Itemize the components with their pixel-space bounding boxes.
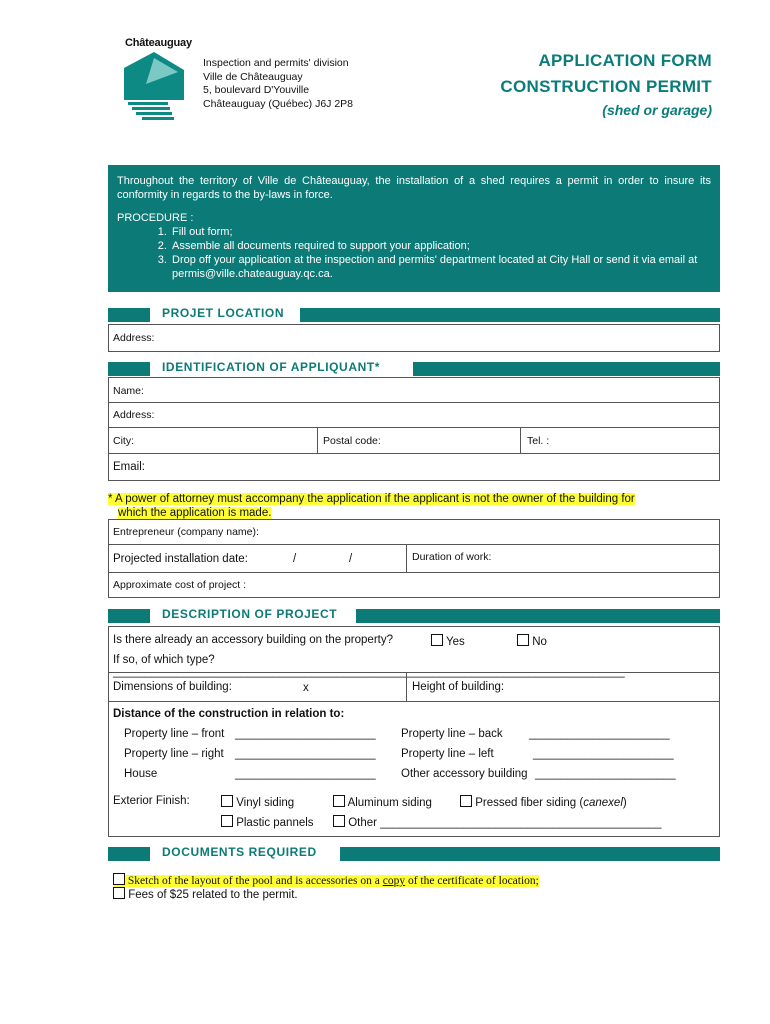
intro-text: Throughout the territory of Ville de Châteauguay, the installation of a shed requires a permit in order to insure its conformity in regards to the by-laws in force. (117, 175, 711, 201)
other-accessory-label: Other accessory building (401, 768, 528, 780)
section-bar (108, 847, 150, 861)
field-label: Email: (113, 461, 145, 473)
title-subtitle: (shed or garage) (602, 102, 712, 118)
aluminum-option[interactable] (333, 795, 432, 809)
address-line: 5, boulevard D'Youville (203, 84, 310, 96)
option-label: No (532, 636, 547, 648)
field-label: City: (113, 435, 134, 447)
checkbox[interactable] (221, 795, 233, 807)
procedure-steps (117, 225, 711, 281)
section-bar (108, 308, 150, 322)
height-field[interactable] (406, 672, 720, 702)
name-field[interactable] (108, 377, 720, 403)
vinyl-option[interactable] (221, 795, 294, 809)
section-bar (413, 362, 720, 376)
doc-text: Sketch of the layout of the pool and is accessories on a (127, 875, 383, 887)
field-label: Approximate cost of project : (113, 579, 247, 591)
city-field[interactable] (108, 427, 318, 454)
form-title (500, 51, 712, 118)
section-location-header (108, 308, 720, 322)
tel-field[interactable] (520, 427, 720, 454)
checkbox[interactable] (221, 815, 233, 827)
procedure-step: 3. Drop off your application at the inspection and permits' department located at City Hall or send it via email at permis@ville.chateauguay.qc.ca. (170, 253, 711, 281)
pressed-fiber-option[interactable] (460, 795, 627, 809)
note-line: which the application is made. (118, 507, 272, 519)
no-option[interactable] (517, 634, 547, 648)
front-blank[interactable]: ______________________ (235, 728, 376, 740)
yes-option[interactable] (431, 634, 465, 648)
checkbox[interactable] (113, 887, 125, 899)
house-blank[interactable]: ______________________ (235, 768, 376, 780)
section-description-header (108, 609, 720, 623)
logo-text: Châteauguay (125, 37, 192, 49)
dimension-separator: x (303, 682, 309, 694)
location-address-field[interactable] (108, 324, 720, 352)
procedure-label: PROCEDURE : (117, 212, 194, 224)
document-item-fees[interactable] (113, 887, 298, 901)
left-blank[interactable]: ______________________ (533, 748, 674, 760)
right-blank[interactable]: ______________________ (235, 748, 376, 760)
option-label: Aluminum siding (347, 797, 432, 809)
back-label: Property line – back (401, 728, 503, 740)
plastic-option[interactable] (221, 815, 314, 829)
checkbox[interactable] (333, 795, 345, 807)
section-documents-header (108, 847, 720, 861)
accessory-question: Is there already an accessory building on the property? (113, 634, 393, 646)
doc-text: of the certificate of location; (405, 875, 539, 887)
section-title: DOCUMENTS REQUIRED (158, 845, 321, 859)
section-title: PROJET LOCATION (158, 306, 288, 320)
title-construction-permit: CONSTRUCTION PERMIT (500, 77, 712, 96)
doc-text: Fees of $25 related to the permit. (128, 889, 298, 901)
procedure-step: 1. Fill out form; (170, 225, 711, 239)
brand-name: canexel (583, 797, 623, 809)
intro-box (108, 165, 720, 292)
installation-date-field[interactable] (108, 544, 407, 573)
section-bar (108, 609, 150, 623)
accessory-building-block (108, 626, 720, 678)
left-label: Property line – left (401, 748, 494, 760)
address-line: Châteauguay (Québec) J6J 2P8 (203, 97, 354, 110)
house-label: House (124, 768, 158, 780)
applicant-address-field[interactable] (108, 402, 720, 428)
dimensions-field[interactable] (108, 672, 407, 702)
exterior-finish-label: Exterior Finish: (113, 795, 190, 807)
title-application-form: APPLICATION FORM (538, 51, 712, 70)
section-bar (340, 847, 720, 861)
field-label: Duration of work: (412, 551, 492, 563)
field-label: Postal code: (323, 435, 381, 447)
checkbox[interactable] (333, 815, 345, 827)
field-label: Dimensions of building: (113, 681, 232, 693)
section-applicant-header (108, 362, 720, 376)
date-separator: / (349, 553, 353, 565)
distance-and-finish-block (108, 701, 720, 837)
section-title: DESCRIPTION OF PROJECT (158, 607, 341, 621)
field-label: Tel. : (527, 435, 550, 447)
address-line: Inspection and permits' division (203, 57, 349, 69)
which-type-line[interactable]: If so, of which type? ________________________________________________________________________________ (113, 654, 625, 678)
field-label: Address: (113, 409, 155, 421)
email-field[interactable] (108, 453, 720, 481)
other-accessory-blank[interactable]: ______________________ (535, 768, 676, 780)
section-bar (108, 362, 150, 376)
other-finish-option[interactable] (333, 815, 662, 829)
section-title: IDENTIFICATION OF APPLIQUANT* (158, 360, 384, 374)
option-label: Other ____________________________________________ (348, 817, 662, 829)
checkbox[interactable] (517, 634, 529, 646)
option-label: Yes (446, 636, 465, 648)
field-label: Height of building: (412, 681, 505, 693)
attorney-note (108, 492, 635, 520)
checkbox[interactable] (460, 795, 472, 807)
option-label: Vinyl siding (236, 797, 295, 809)
right-label: Property line – right (124, 748, 224, 760)
distance-heading: Distance of the construction in relation to: (113, 708, 345, 720)
checkbox[interactable] (431, 634, 443, 646)
postal-code-field[interactable] (317, 427, 521, 454)
procedure-step: 2. Assemble all documents required to support your application; (170, 239, 711, 253)
date-separator: / (293, 553, 297, 565)
entrepreneur-field[interactable] (108, 519, 720, 545)
option-label: Pressed fiber siding ( (475, 797, 584, 809)
note-line: * A power of attorney must accompany the application if the applicant is not the owner of the building for (108, 493, 635, 505)
field-label: Projected installation date: (113, 553, 248, 565)
department-address (203, 57, 353, 111)
cost-field[interactable] (108, 572, 720, 598)
option-label: Plastic pannels (236, 817, 314, 829)
field-label: Entrepreneur (company name): (113, 526, 259, 538)
city-logo (124, 52, 184, 124)
doc-text-underlined: copy (382, 875, 406, 887)
address-line: Ville de Châteauguay (203, 70, 303, 83)
document-item-sketch[interactable] (113, 873, 539, 887)
field-label: Address: (113, 332, 155, 344)
back-blank[interactable]: ______________________ (529, 728, 670, 740)
front-label: Property line – front (124, 728, 225, 740)
section-bar (356, 609, 720, 623)
option-label-close: ) (622, 797, 627, 809)
section-bar (300, 308, 720, 322)
duration-field[interactable] (406, 544, 720, 573)
field-label: Name: (113, 385, 144, 397)
checkbox[interactable] (113, 873, 125, 885)
